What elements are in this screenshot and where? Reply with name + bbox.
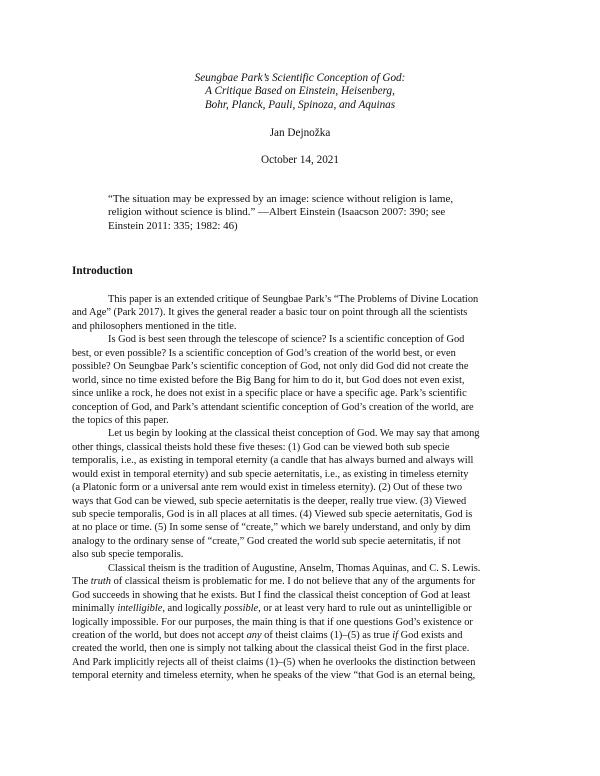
text-line: sub specie temporalis, God is in all places at all times. (4) Viewed sub specie aeternitatis, God is [72, 509, 473, 520]
section-heading-introduction: Introduction [72, 265, 133, 277]
text-run: , or at least very hard to rule out as unintelligible or [258, 603, 472, 615]
text-run: , and logically [162, 603, 225, 615]
title-line: A Critique Based on Einstein, Heisenberg, [205, 85, 395, 98]
text-line: world, since no time existed before the Big Bang for him to do it, but God does not even exist, [72, 374, 465, 386]
text-run: God exists and [398, 629, 463, 641]
text-line: Let us begin by looking at the classical theist conception of God. We may say that among [108, 428, 480, 440]
text-line: conception of God, and Park’s attendant scientific conception of God’s creation of the world, are [72, 401, 474, 413]
title-line: Seungbae Park’s Scientific Conception of God: [194, 72, 406, 84]
text-line: other things, classical theists hold these five theses: (1) God can be viewed both sub specie [72, 441, 450, 453]
text-line: This paper is an extended critique of Seungbae Park’s “The Problems of Divine Location [108, 294, 479, 305]
text-line: best, or even possible? Is a scientific conception of God’s creation of the world best, or even [72, 347, 456, 359]
text-line: temporal eternity and timeless eternity, when he speaks of the view “that God is an eternal being, [72, 670, 476, 682]
text-line: since unlike a rock, he does not exist in a specific place or have a specific age. Park’s scientific [72, 388, 467, 400]
title-line: Bohr, Planck, Pauli, Spinoza, and Aquinas [204, 98, 396, 111]
text-line: logically impossible. For our purposes, the main thing is that if one questions God’s existence or [72, 616, 473, 628]
text-run: of theist claims (1)–(5) as true [261, 629, 393, 641]
body-text [72, 293, 530, 683]
paper-title [0, 72, 600, 112]
text-line: Classical theism is the tradition of Augustine, Anselm, Thomas Aquinas, and C. S. Lewis. [108, 562, 481, 574]
text-line: created the world, then one is simply not talking about the classical theist God in the first place. [72, 643, 470, 655]
epigraph-line: Einstein 2011: 335; 1982: 46) [108, 219, 238, 232]
text-run: minimally [72, 603, 118, 615]
text-line: God succeeds in showing that he exists. But I find the classical theist conception of God at least [72, 589, 471, 601]
text-line: the topics of this paper. [72, 414, 169, 426]
text-run: creation of the world, but does not accept [72, 629, 247, 641]
text-line: also sub specie temporalis. [72, 549, 184, 561]
text-line [72, 575, 530, 588]
text-line: temporalis, i.e., as existing in temporal eternity (a candle that has always burned and always will [72, 455, 474, 467]
text-line: analogy to the ordinary sense of “create,” God created the world sub specie aeternitatis, if not [72, 535, 461, 547]
epigraph-line: “The situation may be expressed by an image: science without religion is lame, [108, 193, 454, 205]
text-line: would exist in temporal eternity) and sub specie aeternitatis, i.e., as existing in timeless eternity [72, 468, 469, 480]
epigraph-line: religion without science is blind.” —Albert Einstein (Isaacson 2007: 390; see [108, 206, 446, 219]
text-line: at no place or time. (5) In some sense of “create,” which we barely understand, and only by dim [72, 522, 471, 534]
text-line: possible? On Seungbae Park’s scientific conception of God, not only did God did not create the [72, 361, 469, 373]
text-line: and Age” (Park 2017). It gives the general reader a basic tour on point through all the scientists [72, 307, 468, 319]
text-run: The [72, 576, 91, 588]
text-run: of classical theism is problematic for me. I do not believe that any of the arguments for [110, 576, 475, 588]
publication-date: October 14, 2021 [261, 154, 339, 166]
text-line [72, 629, 530, 642]
text-line [72, 602, 530, 615]
text-line: (a Platonic form or a universal ante rem would exist in timeless eternity). (2) Out of these two [72, 482, 463, 494]
text-line: and philosophers mentioned in the title. [72, 320, 237, 332]
emphasis: truth [90, 576, 111, 588]
emphasis: if [392, 629, 399, 641]
author-name: Jan Dejnožka [269, 127, 331, 139]
text-line: ways that God can be viewed, sub specie aeternitatis is the deeper, really true view. (3) Viewed [72, 495, 467, 507]
text-line: And Park implicitly rejects all of theist claims (1)–(5) when he overlooks the distinction between [72, 656, 476, 668]
epigraph-quote [108, 193, 528, 233]
emphasis: any [246, 629, 262, 641]
emphasis: intelligible [117, 603, 163, 615]
text-line: Is God is best seen through the telescope of science? Is a scientific conception of God [108, 334, 465, 346]
emphasis: possible [224, 603, 259, 615]
